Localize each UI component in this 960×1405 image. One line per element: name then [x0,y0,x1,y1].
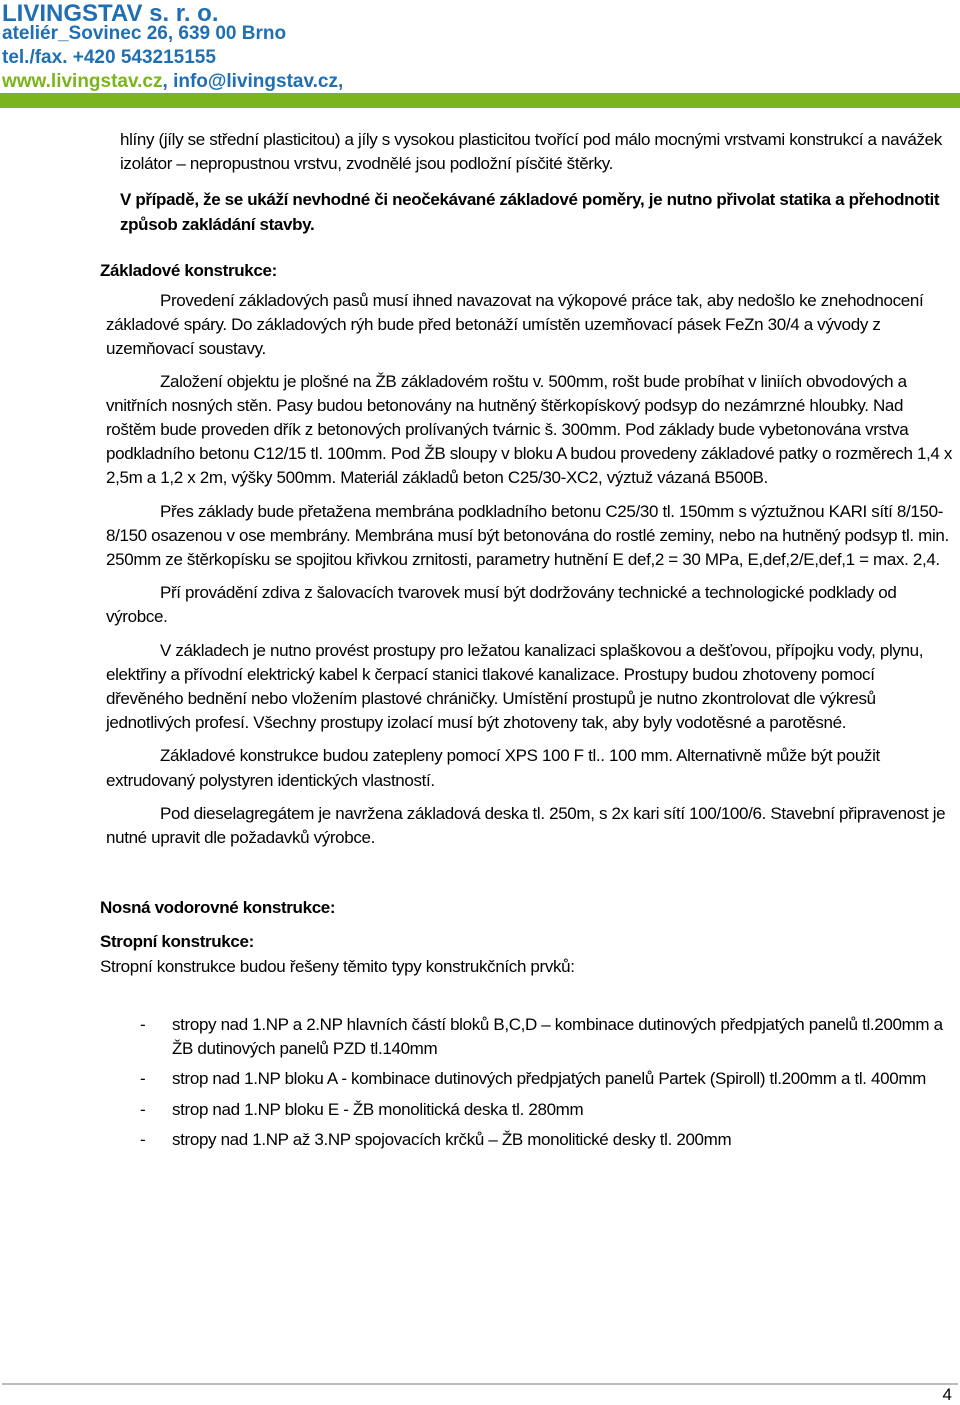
list-item [106,1128,954,1152]
foundations-paragraph-4: Pří provádění zdiva z šalovacích tvarovek musí být dodržovány technické a technologické podklady od výrobce. [106,583,897,627]
header-green-band [0,93,960,108]
website-link[interactable]: www.livingstav.cz [2,71,163,92]
company-name: LIVINGSTAV s. r. o. [2,0,219,27]
ceiling-structures-heading: Stropní konstrukce: [100,932,254,952]
contact-trailing-comma: , [338,71,344,92]
list-item-text: strop nad 1.NP bloku A - kombinace dutinových předpjatých panelů Partek (Spiroll) tl.200mm a tl. 400mm [172,1069,926,1089]
letterhead [0,0,960,108]
soil-paragraph: hlíny (jíly se střední plasticitou) a jíly s vysokou plasticitou tvořící pod málo mocnými vrstvami konstrukcí a navážek izolátor – nepropustnou vrstvu, zvodnělé jsou podložní písčité štěrky. [120,130,942,174]
email-link[interactable]: info@livingstav.cz [173,71,338,92]
list-item-text: stropy nad 1.NP až 3.NP spojovacích krčků – ŽB monolitické desky tl. 200mm [172,1129,732,1149]
foundations-paragraph-2: Založení objektu je plošné na ŽB základovém roštu v. 500mm, rošt bude probíhat v liniích obvodových a vnitřních nosných stěn. Pasy budou betonovány na hutněný štěrkopískový podsyp do nezámrzné hloubky. Nad roštěm bude proveden dřík z betonových prolívaných tvárnic š. 300mm. Pod základy bude vybetonována vrstva podkladního betonu C12/15 tl. 100mm. Pod ŽB sloupy v bloku A budou provedeny základové patky o rozměrech 1,4 x 2,5m a 1,2 x 2m, výšky 500mm. Materiál základů beton C25/30-XC2, výztuž vázaná B500B. [106,371,953,488]
horizontal-structures-heading: Nosná vodorovné konstrukce: [100,898,336,918]
document-body [100,128,954,1158]
list-dash: - [140,1129,146,1149]
foundations-paragraph-1: Provedení základových pasů musí ihned navazovat na výkopové práce tak, aby nedošlo ke znehodnocení základové spáry. Do základových rýh bude před betonáží umístěn uzemňovací pásek FeZn 30/4 a vývody z uzemňovací soustavy. [106,291,924,359]
ceiling-types-list [106,1013,954,1152]
list-dash: - [140,1014,146,1034]
foundations-paragraph-6: Základové konstrukce budou zatepleny pomocí XPS 100 F tl.. 100 mm. Alternativně může být použit extrudovaný polystyren identických vlastností. [106,746,880,790]
warning-paragraph: V případě, že se ukáží nevhodné či neočekávané základové poměry, je nutno přivolat statika a přehodnotit způsob zakládání stavby. [120,190,940,234]
foundations-heading: Základové konstrukce: [100,260,277,280]
list-dash: - [140,1069,146,1089]
foundations-paragraph-7: Pod dieselagregátem je navržena základová deska tl. 250m, s 2x kari sítí 100/100/6. Stavební připravenost je nutné upravit dle požadavků výrobce. [106,803,946,848]
contact-separator: , [162,71,174,92]
company-phone: tel./fax. +420 543215155 [2,47,216,68]
list-item [106,1067,954,1091]
list-item-text: strop nad 1.NP bloku E - ŽB monolitická deska tl. 280mm [172,1099,584,1119]
company-address: ateliér_Sovinec 26, 639 00 Brno [2,23,287,44]
page-number: 4 [942,1385,952,1404]
list-item [106,1098,954,1122]
company-contacts [2,71,343,93]
foundations-paragraph-5: V základech je nutno provést prostupy pro ležatou kanalizaci splaškovou a dešťovou, přípojku vody, plynu, elektřiny a přívodní elektrický kabel k čerpací stanici tlakové kanalizace. Prostupy budou zhotoveny pomocí dřevěného bednění nebo vložením plastové chráničky. Umístění prostupů je nutno zkontrolovat dle výkresů jednotlivých profesí. Všechny prostupy izolací musí být zhotoveny tak, aby byly vodotěsné a parotěsné. [106,640,924,733]
list-item [106,1013,954,1061]
ceiling-intro: Stropní konstrukce budou řešeny těmito typy konstrukčních prvků: [100,956,575,976]
list-dash: - [140,1099,146,1119]
list-item-text: stropy nad 1.NP a 2.NP hlavních částí bloků B,C,D – kombinace dutinových předpjatých panelů tl.200mm a ŽB dutinových panelů PZD tl.140mm [172,1014,943,1059]
footer-rule [2,1383,958,1385]
foundations-paragraph-3: Přes základy bude přetažena membrána podkladního betonu C25/30 tl. 150mm s výztužnou KARI sítí 8/150-8/150 osazenou v ose membrány. Membrána musí být betonována do rostlé zeminy, nebo na hutněný podsyp tl. min. 250mm ze štěrkopísku se spojitou křivkou zrnitosti, parametry hutnění E def,2 = 30 MPa, E,def,2/E,def,1 = max. 2,4. [106,501,949,570]
